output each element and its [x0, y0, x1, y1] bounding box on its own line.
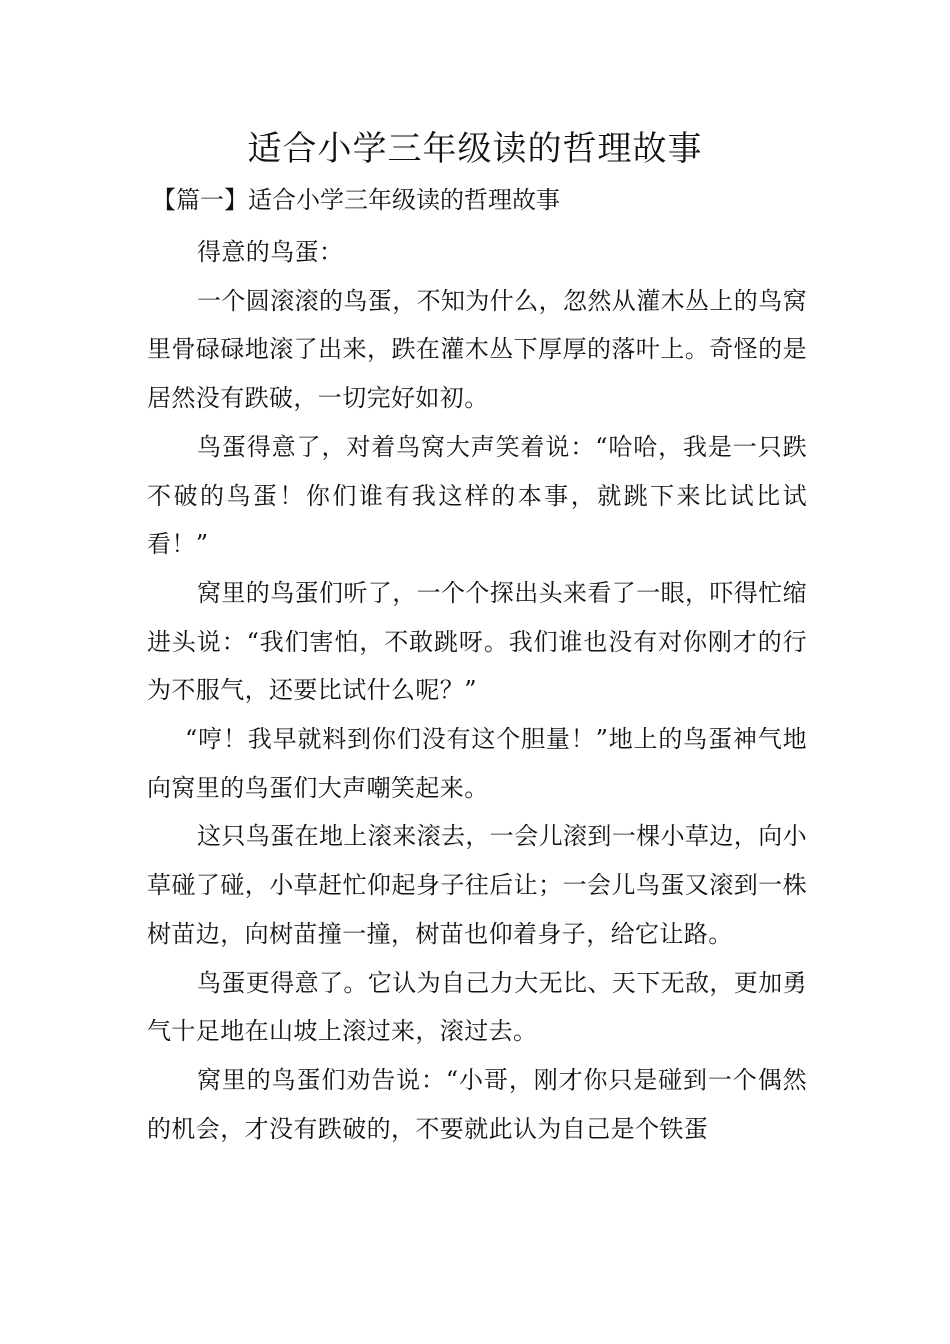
paragraph: 鸟蛋得意了，对着鸟窝大声笑着说：“哈哈，我是一只跌不破的鸟蛋！你们谁有我这样的本事，就跳下来比试比试看！” — [147, 432, 807, 559]
paragraph: 这只鸟蛋在地上滚来滚去，一会儿滚到一棵小草边，向小草碰了碰，小草赶忙仰起身子往后让；一会儿鸟蛋又滚到一株树苗边，向树苗撞一撞，树苗也仰着身子，给它让路。 — [147, 822, 807, 948]
document-body — [147, 228, 807, 1153]
section-heading: 【篇一】适合小学三年级读的哲理故事 — [152, 186, 560, 214]
document-title: 适合小学三年级读的哲理故事 — [247, 129, 703, 169]
paragraph: “哼！我早就料到你们没有这个胆量！”地上的鸟蛋神气地向窝里的鸟蛋们大声嘲笑起来。 — [147, 725, 807, 802]
paragraph: 一个圆滚滚的鸟蛋，不知为什么，忽然从灌木丛上的鸟窝里骨碌碌地滚了出来，跌在灌木丛下厚厚的落叶上。奇怪的是居然没有跌破，一切完好如初。 — [147, 286, 807, 413]
paragraph: 鸟蛋更得意了。它认为自己力大无比、天下无敌，更加勇气十足地在山坡上滚过来，滚过去。 — [147, 968, 807, 1046]
paragraph-story-title: 得意的鸟蛋： — [197, 238, 344, 266]
paragraph: 窝里的鸟蛋们听了，一个个探出头来看了一眼，吓得忙缩进头说：“我们害怕，不敢跳呀。我们谁也没有对你刚才的行为不服气，还要比试什么呢？” — [147, 578, 807, 705]
paragraph: 窝里的鸟蛋们劝告说：“小哥，刚才你只是碰到一个偶然的机会，才没有跌破的，不要就此认为自己是个铁蛋 — [147, 1065, 807, 1143]
